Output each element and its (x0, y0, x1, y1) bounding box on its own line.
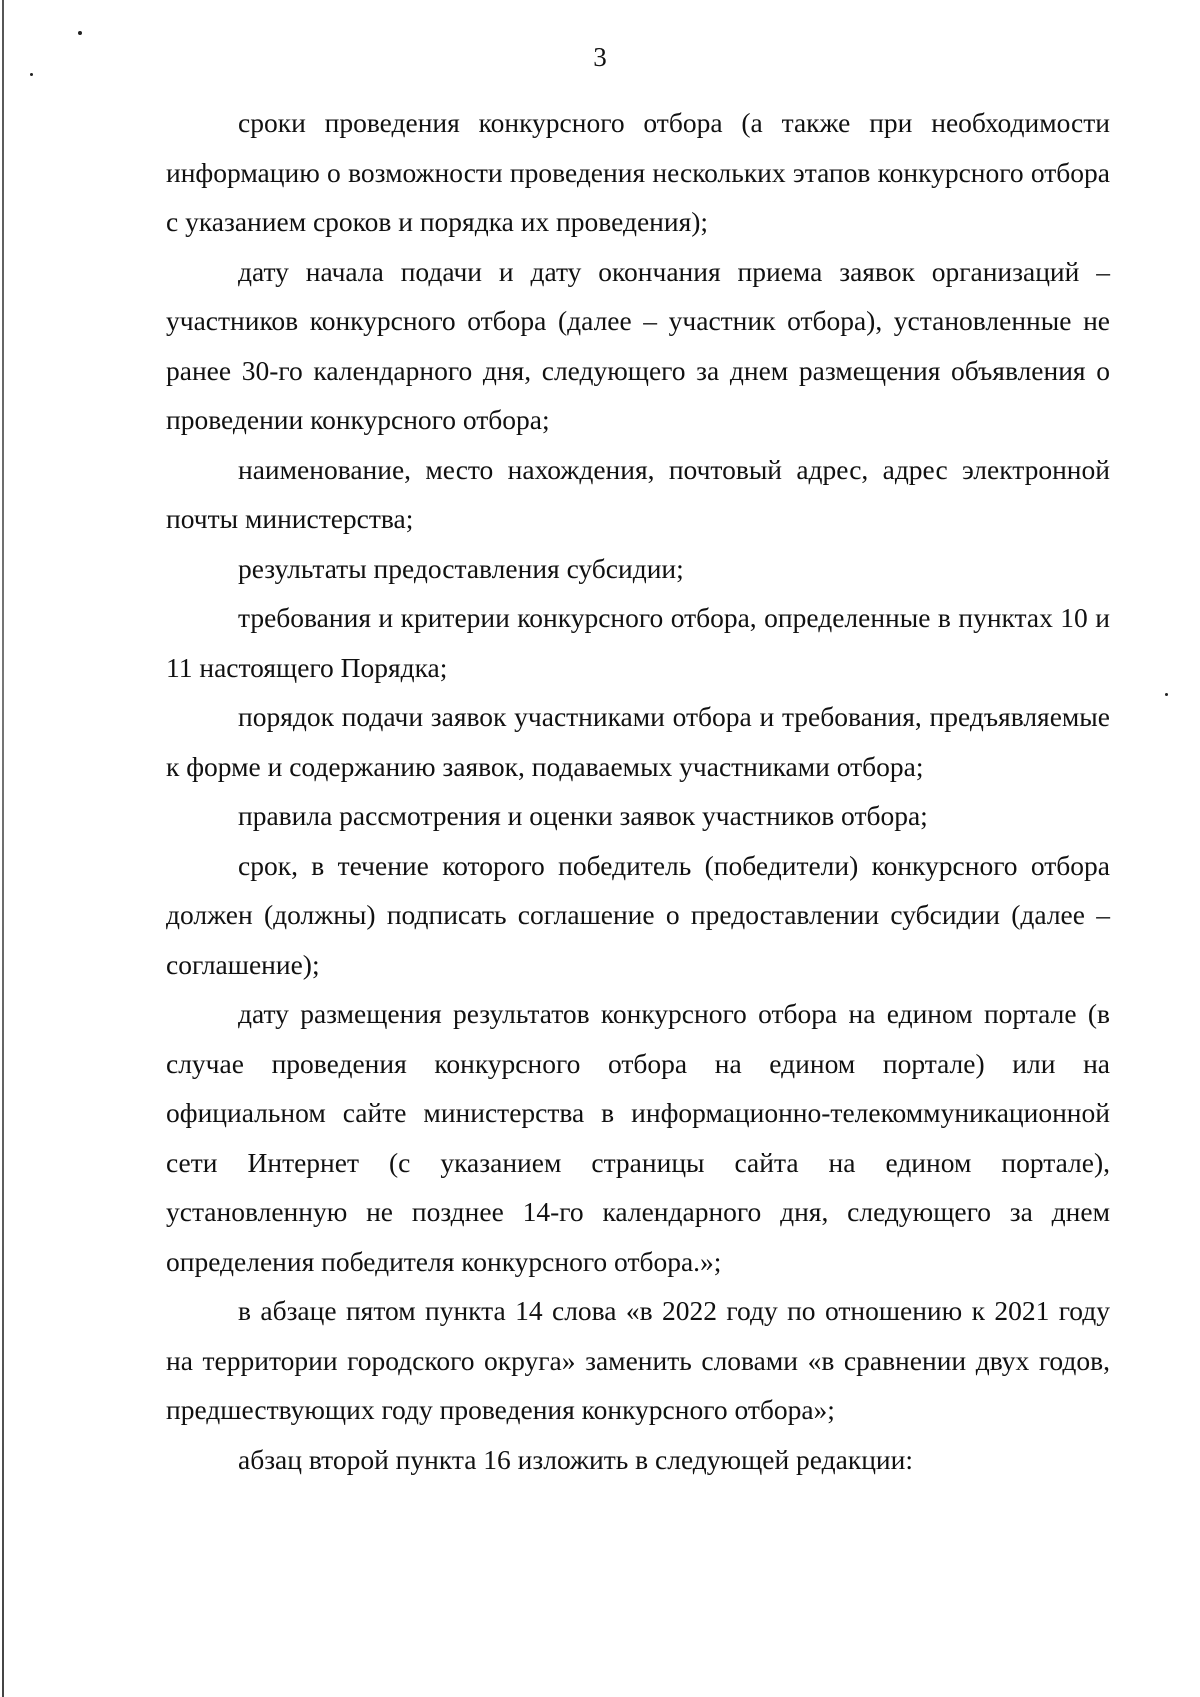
scan-speck (1165, 693, 1168, 696)
scan-edge-line (2, 0, 4, 1697)
scan-speck (30, 73, 33, 76)
paragraph: правила рассмотрения и оценки заявок участников отбора; (238, 800, 928, 831)
paragraph: абзац второй пункта 16 изложить в следующей редакции: (238, 1443, 913, 1475)
paragraph: требования и критерии конкурсного отбора, определенные в пунктах 10 и 11 настоящего Порядка; (166, 602, 1110, 683)
paragraph: дату начала подачи и дату окончания приема заявок организаций – участников конкурсного отбора (далее – участник отбора), установленные не ранее 30-го календарного дня, следующего за днем размещения объявления о проведении конкурсного отбора; (166, 255, 1110, 435)
paragraph: дату размещения результатов конкурсного отбора на едином портале (в случае проведения конкурсного отбора на едином портале) или на официальном сайте министерства в информационно-телекоммуникационной сети Интернет (с указанием страницы сайта на едином портале), установленную не позднее 14-го календарного дня, следующего за днем определения победителя конкурсного отбора.»; (166, 998, 1110, 1277)
paragraph: наименование, место нахождения, почтовый адрес, адрес электронной почты министерства; (166, 453, 1110, 534)
paragraph: порядок подачи заявок участниками отбора и требования, предъявляемые к форме и содержанию заявок, подаваемых участниками отбора; (166, 701, 1110, 782)
page-number: 3 (593, 42, 607, 72)
paragraph: в абзаце пятом пункта 14 слова «в 2022 году по отношению к 2021 году на территории городского округа» заменить словами «в сравнении двух годов, предшествующих году проведения конкурсного отбора»; (166, 1295, 1110, 1425)
paragraph: сроки проведения конкурсного отбора (а также при необходимости информацию о возможности проведения нескольких этапов конкурсного отбора с указанием сроков и порядка их проведения); (166, 107, 1110, 237)
document-body (166, 98, 1110, 1484)
paragraph: результаты предоставления субсидии; (238, 552, 684, 584)
scan-speck (78, 31, 82, 35)
paragraph: срок, в течение которого победитель (победители) конкурсного отбора должен (должны) подписать соглашение о предоставлении субсидии (далее – соглашение); (166, 849, 1110, 980)
